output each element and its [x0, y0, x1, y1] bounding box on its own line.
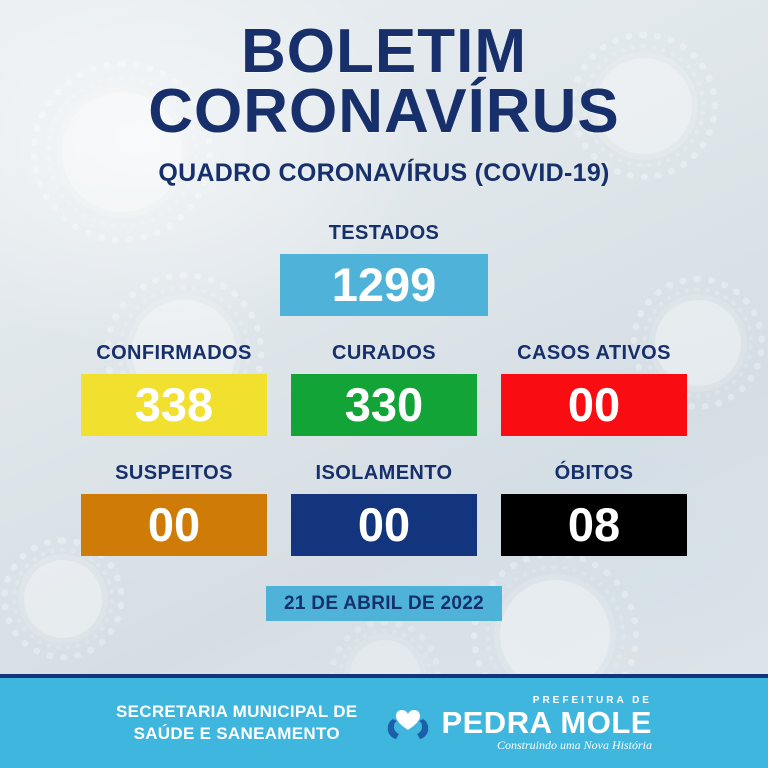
secretaria-line2: SAÚDE E SANEAMENTO: [133, 724, 340, 743]
stat-cured-label: CURADOS: [332, 342, 436, 365]
heart-hands-icon: [385, 701, 431, 745]
stats-row-2: [0, 342, 768, 436]
page-subtitle: QUADRO CORONAVÍRUS (COVID-19): [158, 159, 610, 188]
stat-tested: [280, 222, 488, 316]
brand-name: PEDRA MOLE: [441, 704, 652, 740]
stat-suspects: [81, 462, 267, 556]
page-title: [0, 17, 768, 146]
bulletin-date: 21 DE ABRIL DE 2022: [266, 586, 502, 621]
stat-suspects-value: 00: [81, 494, 267, 556]
stat-deaths-value: 08: [501, 494, 687, 556]
stat-confirmed-label: CONFIRMADOS: [96, 342, 252, 365]
footer-bar: [0, 674, 768, 768]
stat-confirmed: [81, 342, 267, 436]
stat-isolation: [291, 462, 477, 556]
stat-cured: [291, 342, 477, 436]
brand-slogan: Construindo uma Nova História: [496, 737, 652, 752]
secretaria-line1: SECRETARIA MUNICIPAL DE: [116, 701, 358, 721]
stat-suspects-label: SUSPEITOS: [115, 462, 233, 485]
stat-confirmed-value: 338: [81, 374, 267, 436]
stat-deaths: [501, 462, 687, 556]
page-title-line1: BOLETIM: [241, 17, 527, 86]
page-title-line2: CORONAVÍRUS: [148, 76, 620, 146]
brand-text: [441, 696, 652, 751]
stat-tested-value: 1299: [280, 254, 488, 316]
stat-isolation-value: 00: [291, 494, 477, 556]
stats-row-3: [0, 462, 768, 556]
stats-row-1: [0, 222, 768, 316]
stat-active-label: CASOS ATIVOS: [517, 342, 671, 365]
stat-isolation-label: ISOLAMENTO: [315, 462, 453, 485]
brand-prefix: PREFEITURA DE: [532, 694, 652, 706]
stat-tested-label: TESTADOS: [328, 222, 440, 245]
stat-active-value: 00: [501, 374, 687, 436]
stat-active: [501, 342, 687, 436]
stat-deaths-label: ÓBITOS: [554, 462, 634, 485]
stats-board: [0, 222, 768, 556]
city-logo: [385, 696, 652, 751]
stat-cured-value: 330: [291, 374, 477, 436]
date-container: [0, 586, 768, 621]
secretaria-text: [116, 701, 357, 745]
